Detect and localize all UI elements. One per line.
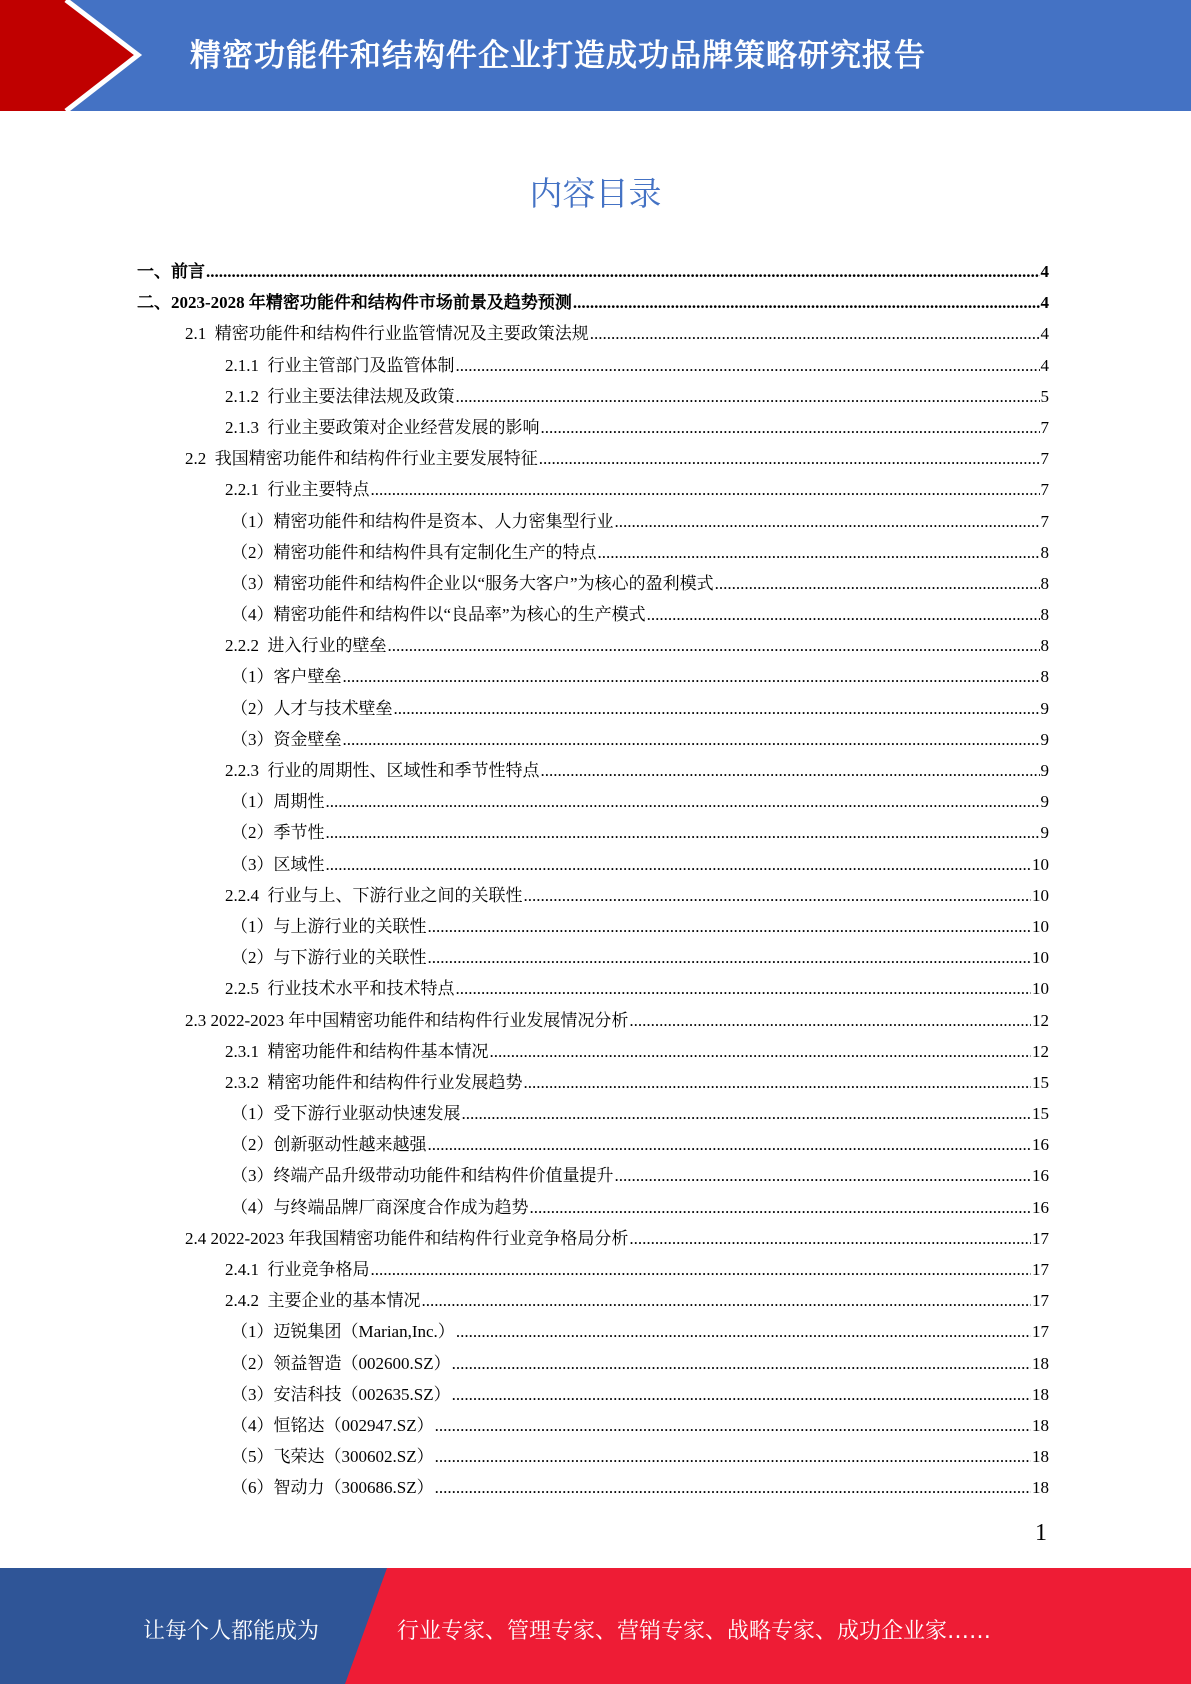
toc-entry[interactable] [137, 1067, 1049, 1098]
toc-leader-dots [598, 537, 1040, 568]
toc-leader-dots [435, 1472, 1031, 1503]
toc-leader-dots [206, 256, 1040, 287]
toc-leader-dots [524, 1067, 1032, 1098]
toc-entry-page: 7 [1040, 480, 1049, 500]
toc-leader-dots [590, 318, 1040, 349]
toc-heading: 内容目录 [529, 174, 662, 213]
toc-leader-dots [452, 1348, 1031, 1379]
toc-entry[interactable] [137, 1316, 1049, 1347]
toc-entry-label: （3）终端产品升级带动功能件和结构件价值量提升 [231, 1166, 614, 1186]
toc-entry-page: 9 [1040, 729, 1049, 749]
toc-entry-page: 18 [1032, 1447, 1049, 1467]
toc-entry[interactable] [137, 817, 1049, 848]
toc-entry-label: （2）领益智造（002600.SZ） [231, 1353, 451, 1373]
toc-leader-dots [456, 973, 1032, 1004]
toc-entry-label: 2.2.1 行业主要特点 [225, 480, 370, 500]
toc-entry-page: 16 [1032, 1166, 1049, 1186]
toc-entry-page: 9 [1040, 792, 1049, 812]
toc-entry[interactable] [137, 1098, 1049, 1129]
toc-entry-page: 17 [1032, 1228, 1049, 1248]
toc-leader-dots [435, 1410, 1031, 1441]
toc-entry[interactable] [137, 318, 1049, 349]
toc-entry[interactable] [137, 537, 1049, 568]
toc-entry-label: 2.2 我国精密功能件和结构件行业主要发展特征 [185, 449, 538, 469]
toc-leader-dots [428, 942, 1032, 973]
toc-entry-label: 2.1.2 行业主要法律法规及政策 [225, 386, 455, 406]
toc-leader-dots [629, 1223, 1031, 1254]
toc-entry[interactable] [137, 1129, 1049, 1160]
toc-entry[interactable] [137, 1036, 1049, 1067]
page-footer [0, 1568, 1191, 1684]
toc-entry[interactable] [137, 1348, 1049, 1379]
toc-entry[interactable] [137, 568, 1049, 599]
toc-entry[interactable] [137, 1410, 1049, 1441]
toc-entry-label: 一、前言 [137, 262, 205, 281]
toc-entry-page: 16 [1032, 1197, 1049, 1217]
toc-leader-dots [435, 1441, 1031, 1472]
toc-entry-label: 2.2.5 行业技术水平和技术特点 [225, 979, 455, 999]
table-of-contents [137, 256, 1049, 1504]
toc-entry-page: 15 [1032, 1104, 1049, 1124]
toc-entry-label: （3）资金壁垒 [231, 729, 342, 749]
toc-entry-label: 2.1.1 行业主管部门及监管体制 [225, 355, 455, 375]
toc-leader-dots [629, 1005, 1031, 1036]
toc-entry-label: 2.1 精密功能件和结构件行业监管情况及主要政策法规 [185, 324, 589, 344]
toc-entry-page: 18 [1032, 1353, 1049, 1373]
toc-entry[interactable] [137, 1005, 1049, 1036]
toc-entry-label: （2）创新驱动性越来越强 [231, 1135, 427, 1155]
toc-entry[interactable] [137, 1285, 1049, 1316]
toc-entry-page: 9 [1040, 761, 1049, 780]
toc-entry-label: 二、2023-2028 年精密功能件和结构件市场前景及趋势预测 [137, 293, 572, 313]
toc-entry-page: 8 [1040, 573, 1049, 593]
toc-entry[interactable] [137, 1379, 1049, 1410]
toc-entry[interactable] [137, 1441, 1049, 1472]
toc-entry-page: 15 [1032, 1072, 1049, 1092]
toc-entry-label: 2.1.3 行业主要政策对企业经营发展的影响 [225, 417, 540, 437]
toc-entry-page: 7 [1040, 417, 1049, 437]
toc-entry-page: 17 [1032, 1260, 1049, 1279]
toc-leader-dots [326, 849, 1032, 880]
toc-entry-label: 2.4.2 主要企业的基本情况 [225, 1291, 421, 1311]
toc-leader-dots [615, 1160, 1032, 1191]
toc-entry[interactable] [137, 911, 1049, 942]
toc-leader-dots [541, 412, 1040, 443]
header-chevron-decoration [0, 0, 200, 111]
page-number: 1 [1035, 1520, 1047, 1546]
toc-leader-dots [371, 1254, 1032, 1285]
toc-entry-page: 4 [1040, 262, 1049, 281]
toc-entry-label: （4）与终端品牌厂商深度合作成为趋势 [231, 1197, 529, 1217]
toc-entry-label: （4）恒铭达（002947.SZ） [231, 1415, 434, 1435]
toc-entry[interactable] [137, 1223, 1049, 1254]
toc-entry-label: （3）安洁科技（002635.SZ） [231, 1384, 451, 1404]
toc-entry-page: 10 [1032, 854, 1049, 874]
toc-entry-page: 8 [1040, 636, 1049, 656]
toc-entry[interactable] [137, 661, 1049, 692]
toc-entry-label: （3）精密功能件和结构件企业以“服务大客户”为核心的盈利模式 [231, 573, 714, 593]
toc-entry[interactable] [137, 849, 1049, 880]
toc-entry-label: （1）精密功能件和结构件是资本、人力密集型行业 [231, 511, 614, 531]
toc-entry-label: 2.3 2022-2023 年中国精密功能件和结构件行业发展情况分析 [185, 1010, 629, 1030]
toc-entry[interactable] [137, 973, 1049, 1004]
toc-entry-page: 10 [1032, 948, 1049, 968]
toc-entry-label: 2.3.2 精密功能件和结构件行业发展趋势 [225, 1072, 523, 1092]
toc-entry-label: 2.2.4 行业与上、下游行业之间的关联性 [225, 885, 523, 905]
toc-entry[interactable] [137, 412, 1049, 443]
toc-leader-dots [456, 350, 1040, 381]
page-header [0, 0, 1191, 111]
toc-entry[interactable] [137, 880, 1049, 911]
toc-leader-dots [573, 287, 1040, 318]
toc-entry[interactable] [137, 287, 1049, 318]
toc-leader-dots [388, 630, 1040, 661]
toc-entry[interactable] [137, 1160, 1049, 1191]
toc-entry-label: （1）与上游行业的关联性 [231, 916, 427, 936]
toc-leader-dots [428, 1129, 1032, 1160]
toc-entry-page: 12 [1032, 1010, 1049, 1030]
toc-entry-page: 9 [1040, 698, 1049, 718]
toc-leader-dots [343, 661, 1040, 692]
toc-entry-label: （2）季节性 [231, 823, 325, 843]
toc-entry-label: （1）周期性 [231, 792, 325, 812]
toc-entry-page: 10 [1032, 979, 1049, 999]
toc-entry[interactable] [137, 786, 1049, 817]
footer-slogan-left: 让每个人都能成为 [143, 1619, 320, 1644]
toc-entry-label: 2.2.3 行业的周期性、区域性和季节性特点 [225, 761, 540, 780]
toc-entry-label: 2.2.2 进入行业的壁垒 [225, 636, 387, 656]
toc-entry-label: （6）智动力（300686.SZ） [231, 1478, 434, 1498]
toc-entry-page: 18 [1032, 1415, 1049, 1435]
toc-entry[interactable] [137, 1254, 1049, 1285]
toc-leader-dots [428, 911, 1032, 942]
toc-leader-dots [539, 443, 1040, 474]
toc-leader-dots [615, 506, 1040, 537]
toc-entry[interactable] [137, 755, 1049, 786]
toc-entry[interactable] [137, 630, 1049, 661]
toc-entry[interactable] [137, 693, 1049, 724]
toc-entry[interactable] [137, 256, 1049, 287]
toc-entry[interactable] [137, 724, 1049, 755]
toc-leader-dots [326, 817, 1040, 848]
toc-entry-label: 2.3.1 精密功能件和结构件基本情况 [225, 1041, 489, 1061]
toc-entry-label: （3）区域性 [231, 854, 325, 874]
toc-leader-dots [530, 1192, 1032, 1223]
toc-entry-label: （1）迈锐集团（Marian,Inc.） [231, 1322, 455, 1342]
toc-entry[interactable] [137, 506, 1049, 537]
toc-entry[interactable] [137, 350, 1049, 381]
toc-entry-page: 4 [1040, 355, 1049, 375]
toc-leader-dots [456, 381, 1040, 412]
toc-leader-dots [524, 880, 1032, 911]
footer-slogan-right: 行业专家、管理专家、营销专家、战略专家、成功企业家…… [397, 1619, 992, 1644]
toc-entry-page: 4 [1040, 324, 1049, 344]
toc-entry-page: 8 [1040, 605, 1049, 625]
toc-entry-page: 17 [1032, 1291, 1049, 1311]
toc-entry-page: 8 [1040, 542, 1049, 562]
toc-leader-dots [490, 1036, 1032, 1067]
toc-entry-page: 10 [1032, 916, 1049, 936]
toc-entry-label: （4）精密功能件和结构件以“良品率”为核心的生产模式 [231, 605, 646, 625]
report-title: 精密功能件和结构件企业打造成功品牌策略研究报告 [190, 38, 926, 74]
toc-entry[interactable] [137, 1472, 1049, 1503]
toc-leader-dots [715, 568, 1040, 599]
toc-entry[interactable] [137, 443, 1049, 474]
toc-entry[interactable] [137, 1192, 1049, 1223]
toc-leader-dots [326, 786, 1040, 817]
toc-entry-page: 8 [1040, 667, 1049, 687]
toc-leader-dots [452, 1379, 1031, 1410]
toc-entry-label: （2）精密功能件和结构件具有定制化生产的特点 [231, 542, 597, 562]
toc-entry-label: （1）客户壁垒 [231, 667, 342, 687]
toc-entry-page: 7 [1040, 449, 1049, 469]
toc-leader-dots [541, 755, 1040, 786]
toc-entry-label: 2.4.1 行业竞争格局 [225, 1260, 370, 1279]
toc-entry-label: （2）与下游行业的关联性 [231, 948, 427, 968]
toc-entry-page: 4 [1040, 293, 1049, 313]
toc-leader-dots [371, 474, 1040, 505]
toc-entry-page: 9 [1040, 823, 1049, 843]
toc-entry-label: （1）受下游行业驱动快速发展 [231, 1104, 461, 1124]
toc-entry-label: （2）人才与技术壁垒 [231, 698, 393, 718]
toc-entry[interactable] [137, 599, 1049, 630]
toc-leader-dots [343, 724, 1040, 755]
toc-entry-page: 10 [1032, 885, 1049, 905]
toc-leader-dots [462, 1098, 1032, 1129]
toc-entry[interactable] [137, 474, 1049, 505]
toc-entry-page: 7 [1040, 511, 1049, 531]
toc-leader-dots [394, 693, 1040, 724]
toc-entry-page: 16 [1032, 1135, 1049, 1155]
toc-entry-page: 5 [1040, 386, 1049, 406]
toc-leader-dots [456, 1316, 1031, 1347]
toc-entry[interactable] [137, 942, 1049, 973]
toc-entry-label: 2.4 2022-2023 年我国精密功能件和结构件行业竞争格局分析 [185, 1228, 629, 1248]
toc-entry-page: 17 [1032, 1322, 1049, 1342]
toc-entry-page: 18 [1032, 1384, 1049, 1404]
toc-entry-label: （5）飞荣达（300602.SZ） [231, 1447, 434, 1467]
toc-entry-page: 18 [1032, 1478, 1049, 1498]
toc-entry-page: 12 [1032, 1041, 1049, 1061]
toc-leader-dots [647, 599, 1040, 630]
toc-leader-dots [422, 1285, 1032, 1316]
toc-entry[interactable] [137, 381, 1049, 412]
